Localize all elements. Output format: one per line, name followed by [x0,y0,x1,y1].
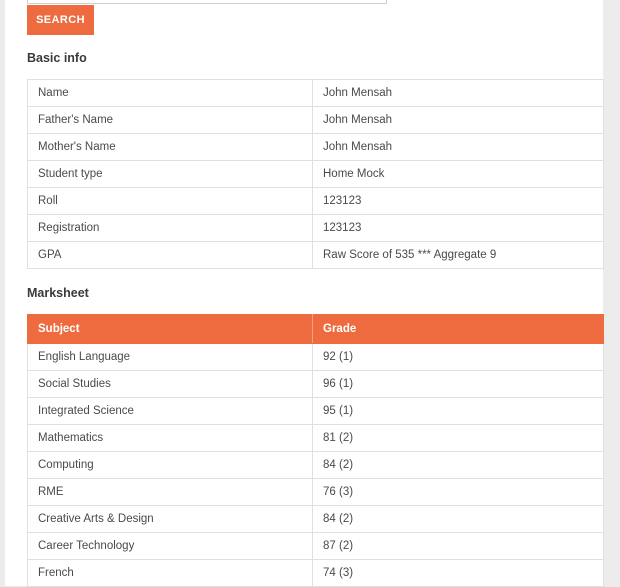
marksheet-header-row [28,315,604,344]
marksheet-table [27,314,604,587]
table-row [28,506,604,533]
table-row [28,107,604,134]
column-header-subject: Subject [28,315,313,344]
basic-info-label: Student type [28,161,313,188]
search-input[interactable] [27,0,387,4]
marksheet-grade: 84 (2) [313,452,604,479]
marksheet-subject: Creative Arts & Design [28,506,313,533]
marksheet-table-body [28,344,604,587]
basic-info-table [27,79,604,269]
table-row [28,161,604,188]
marksheet-subject: Computing [28,452,313,479]
table-row [28,560,604,587]
basic-info-label: GPA [28,242,313,269]
marksheet-grade: 84 (2) [313,506,604,533]
search-button[interactable]: SEARCH [27,5,94,35]
table-row [28,344,604,371]
basic-info-heading: Basic info [27,51,87,65]
marksheet-grade: 81 (2) [313,425,604,452]
table-row [28,398,604,425]
table-row [28,425,604,452]
basic-info-label: Mother's Name [28,134,313,161]
marksheet-subject: RME [28,479,313,506]
marksheet-grade: 87 (2) [313,533,604,560]
marksheet-table-head [28,315,604,344]
table-row [28,215,604,242]
table-row [28,533,604,560]
basic-info-value: John Mensah [313,134,604,161]
marksheet-subject: Integrated Science [28,398,313,425]
marksheet-subject: Mathematics [28,425,313,452]
table-row [28,188,604,215]
basic-info-value: John Mensah [313,107,604,134]
basic-info-label: Name [28,80,313,107]
basic-info-value: 123123 [313,215,604,242]
table-row [28,80,604,107]
marksheet-heading: Marksheet [27,286,89,300]
table-row [28,134,604,161]
marksheet-subject: Career Technology [28,533,313,560]
marksheet-subject: English Language [28,344,313,371]
marksheet-grade: 76 (3) [313,479,604,506]
table-row [28,452,604,479]
table-row [28,479,604,506]
table-row [28,371,604,398]
basic-info-label: Roll [28,188,313,215]
result-page-card [5,0,603,586]
marksheet-grade: 92 (1) [313,344,604,371]
column-header-grade: Grade [313,315,604,344]
basic-info-value: Home Mock [313,161,604,188]
marksheet-grade: 74 (3) [313,560,604,587]
marksheet-grade: 96 (1) [313,371,604,398]
marksheet-subject: Social Studies [28,371,313,398]
basic-info-label: Father's Name [28,107,313,134]
basic-info-table-body [28,80,604,269]
marksheet-subject: French [28,560,313,587]
table-row [28,242,604,269]
basic-info-label: Registration [28,215,313,242]
basic-info-value: Raw Score of 535 *** Aggregate 9 [313,242,604,269]
basic-info-value: 123123 [313,188,604,215]
marksheet-grade: 95 (1) [313,398,604,425]
basic-info-value: John Mensah [313,80,604,107]
